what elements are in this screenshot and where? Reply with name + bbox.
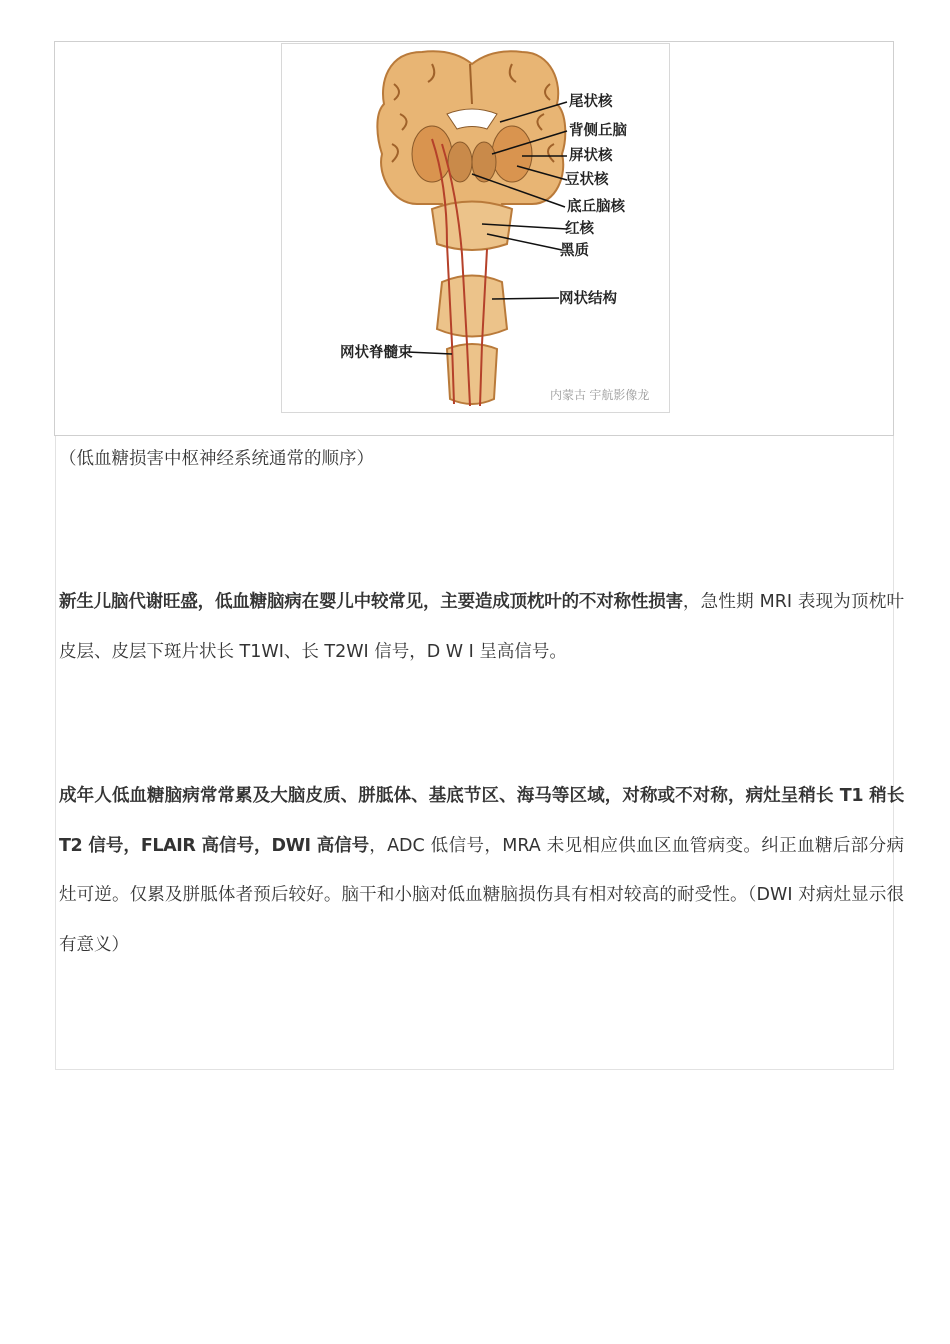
- label-reticulospinal: 网状脊髓束: [340, 344, 413, 361]
- right-basal-ganglia: [492, 126, 532, 182]
- paragraph-adult: [59, 772, 904, 970]
- left-basal-ganglia: [412, 126, 452, 182]
- paragraph-adult-bold: 成年人低血糖脑病常常累及大脑皮质、胼胝体、基底节区、海马等区域，对称或不对称，病灶呈稍长 T1 稍长 T2 信号，FLAIR 高信号，DWI 高信号: [59, 786, 904, 856]
- label-caudate: 尾状核: [569, 93, 613, 110]
- label-subthalamic: 底丘脑核: [567, 198, 625, 215]
- figure-caption: （低血糖损害中枢神经系统通常的顺序）: [59, 449, 374, 469]
- paragraph-neonatal: [59, 578, 904, 677]
- ventricle-shape: [447, 109, 497, 129]
- paragraph-neonatal-text: ，急性期 MRI 表现为顶枕叶皮层、皮层下斑片状长 T1WI、长 T2WI 信号，D W I 呈高信号。: [59, 592, 904, 662]
- label-thalamus: 背侧丘脑: [569, 122, 627, 139]
- brain-diagram-image: [281, 43, 670, 413]
- brain-diagram-svg: [282, 44, 669, 412]
- label-substantia-nigra: 黑质: [560, 242, 589, 259]
- content-frame: [55, 436, 905, 1070]
- paragraph-neonatal-bold: 新生儿脑代谢旺盛，低血糖脑病在婴儿中较常见，主要造成顶枕叶的不对称性损害: [59, 592, 683, 612]
- left-thalamus: [448, 142, 472, 182]
- figure-frame: [54, 41, 894, 436]
- label-lentiform: 豆状核: [565, 171, 609, 188]
- label-red-nucleus: 红核: [565, 220, 594, 237]
- label-claustrum: 屏状核: [569, 147, 613, 164]
- paragraph-adult-text: ，ADC 低信号，MRA 未见相应供血区血管病变。纠正血糖后部分病灶可逆。仅累及胼胝体者预后较好。脑干和小脑对低血糖脑损伤具有相对较高的耐受性。（DWI 对病灶显示很有意义）: [59, 835, 905, 955]
- watermark: 内蒙古 宇航影像龙: [550, 388, 650, 402]
- pons-shape: [437, 276, 507, 337]
- label-reticular: 网状结构: [559, 290, 617, 307]
